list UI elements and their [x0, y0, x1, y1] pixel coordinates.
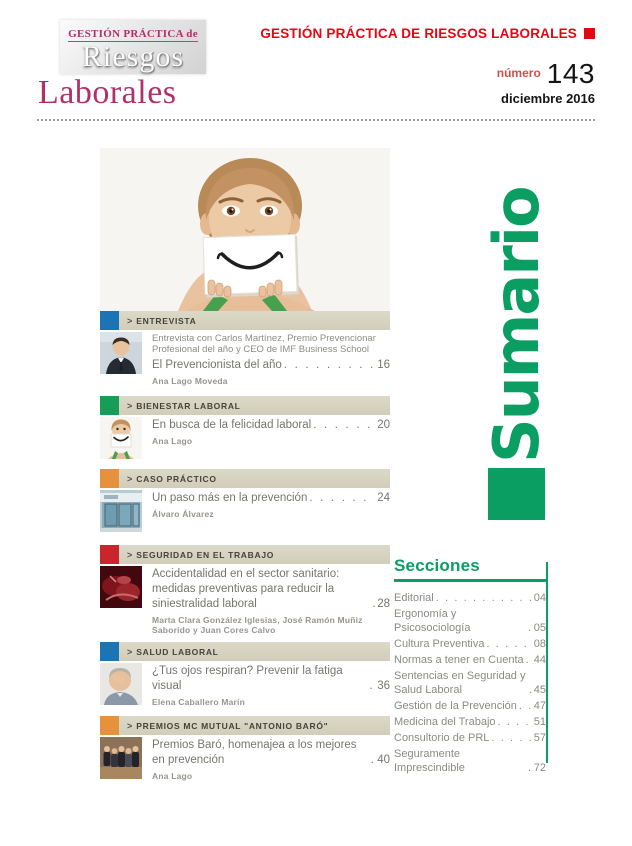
entry-text — [152, 566, 390, 635]
article-thumbnail-fatiga[interactable] — [100, 663, 142, 705]
secciones-item[interactable] — [394, 747, 546, 775]
secciones-item-label[interactable]: Cultura Preventiva — [394, 638, 485, 650]
article-page-number: 16 — [377, 359, 390, 371]
secciones-item[interactable] — [394, 591, 546, 605]
secciones-item-label[interactable]: Normas a tener en Cuenta — [394, 654, 524, 666]
masthead-title — [260, 26, 595, 41]
logo-line-riesgos: Riesgos — [81, 40, 184, 73]
secciones-item[interactable] — [394, 607, 546, 635]
toc-column — [100, 148, 390, 781]
article-author: Álvaro Álvarez — [152, 509, 214, 519]
article-title-row[interactable] — [152, 664, 390, 694]
article-title[interactable]: En busca de la felicidad laboral — [152, 419, 312, 431]
section-label: SALUD LABORAL — [136, 646, 219, 657]
article-title[interactable]: Un paso más en la prevención — [152, 492, 308, 504]
dot-leader — [284, 358, 375, 373]
green-vertical-rule — [546, 562, 548, 763]
secciones-item[interactable] — [394, 699, 546, 713]
secciones-item-page: 04 — [533, 592, 546, 604]
magazine-logo — [38, 20, 220, 112]
thumb-seguridad-photo — [100, 566, 142, 608]
masthead-title-text: GESTIÓN PRÁCTICA DE RIESGOS LABORALES — [260, 26, 577, 41]
section-label: PREMIOS MC MUTUAL "ANTONIO BARÓ" — [136, 720, 329, 731]
secciones-item-page: 44 — [533, 654, 546, 666]
article-thumbnail-storefront[interactable] — [100, 490, 142, 532]
dot-leader — [487, 637, 532, 651]
article-title-row[interactable] — [152, 418, 390, 433]
toc-entry-salud — [100, 642, 390, 707]
article-title[interactable]: Accidentalidad en el sector sanitario: medidas preventivas para reducir la siniestralidad laboral — [152, 568, 340, 610]
thumb-entrevista-photo — [100, 332, 142, 374]
secciones-item-page: 57 — [533, 732, 546, 744]
secciones-item-label[interactable]: Consultorio de PRL — [394, 732, 490, 744]
secciones-item-label[interactable]: Sentencias en Seguridad y Salud Laboral — [394, 670, 526, 696]
secciones-item-page: 08 — [533, 638, 546, 650]
dotted-separator — [37, 119, 595, 121]
secciones-item[interactable] — [394, 653, 546, 667]
masthead-right — [260, 26, 595, 106]
article-author: Ana Lago — [152, 771, 193, 781]
secciones-item-page: 72 — [533, 762, 546, 774]
article-title[interactable]: El Prevencionista del año — [152, 359, 282, 371]
article-page-number: 24 — [377, 492, 390, 504]
section-color-square — [100, 642, 119, 661]
entry-row — [100, 566, 390, 635]
hero-photo-woman-smile-card — [100, 148, 390, 311]
dot-leader — [372, 597, 375, 612]
entry-row — [100, 417, 390, 459]
secciones-item-label[interactable]: Ergonomía y Psicosociología — [394, 608, 471, 634]
toc-entry-seguridad — [100, 545, 390, 635]
secciones-item-label[interactable]: Seguramente Imprescindible — [394, 748, 465, 774]
dot-leader — [528, 761, 532, 775]
entry-text — [152, 737, 390, 781]
chevron-icon: > — [127, 473, 133, 484]
dot-leader — [491, 731, 531, 745]
entry-text — [152, 332, 390, 386]
article-page-number: 36 — [377, 680, 390, 692]
secciones-item-label[interactable]: Medicina del Trabajo — [394, 716, 496, 728]
logo-box — [60, 20, 206, 74]
article-page-number: 20 — [377, 419, 390, 431]
entry-row — [100, 663, 390, 707]
section-label: CASO PRÁCTICO — [136, 473, 217, 484]
article-author: Ana Lago — [152, 436, 193, 446]
dot-leader — [436, 591, 532, 605]
section-header-bar — [100, 716, 390, 735]
article-title-row[interactable] — [152, 567, 390, 612]
section-color-square — [100, 545, 119, 564]
article-thumbnail-smile[interactable] — [100, 417, 142, 459]
chevron-icon: > — [127, 315, 133, 326]
dot-leader — [498, 715, 532, 729]
issue-number-line — [260, 58, 595, 90]
entry-row — [100, 490, 390, 532]
issue-number: 143 — [546, 58, 595, 89]
sumario-vertical-title: Sumario — [480, 187, 553, 463]
article-thumbnail-sanitario[interactable] — [100, 566, 142, 608]
toc-entry-premios — [100, 716, 390, 781]
issue-label: número — [496, 66, 541, 80]
logo-line-gestion: GESTIÓN PRÁCTICA de — [68, 28, 198, 40]
thumb-premios-photo — [100, 737, 142, 779]
entry-row — [100, 737, 390, 781]
toc-entry-entrevista — [100, 311, 390, 386]
secciones-title: Secciones — [394, 556, 546, 582]
logo-line-laborales: Laborales — [38, 74, 177, 111]
secciones-item[interactable] — [394, 715, 546, 729]
section-header-bar — [100, 642, 390, 661]
article-page-number: 28 — [377, 598, 390, 610]
thumb-salud-photo — [100, 663, 142, 705]
secciones-item-page: 51 — [533, 716, 546, 728]
section-header-bar — [100, 311, 390, 330]
toc-entry-bienestar — [100, 396, 390, 459]
article-title-row[interactable] — [152, 738, 390, 768]
dot-leader — [309, 491, 375, 506]
section-color-square — [100, 469, 119, 488]
dot-leader — [371, 753, 376, 768]
article-title-row[interactable] — [152, 358, 390, 373]
section-color-square — [100, 396, 119, 415]
article-title[interactable]: Premios Baró, homenajea a los mejores en prevención — [152, 739, 357, 766]
article-author: Elena Caballero Marín — [152, 697, 246, 707]
secciones-panel — [394, 556, 546, 777]
thumb-caso-photo — [100, 490, 142, 532]
article-page-number: 40 — [377, 754, 390, 766]
secciones-list — [394, 591, 546, 775]
section-label: BIENESTAR LABORAL — [136, 400, 241, 411]
secciones-item-page: 45 — [533, 684, 546, 696]
entry-text — [152, 417, 390, 459]
issue-date: diciembre 2016 — [501, 91, 595, 106]
entry-text — [152, 490, 390, 532]
thumb-bienestar-photo — [100, 417, 142, 459]
chevron-icon: > — [127, 646, 133, 657]
chevron-icon: > — [127, 549, 133, 560]
dot-leader — [313, 418, 375, 433]
article-author: Marta Clara González Iglesias, José Ramón Muñiz Saborido y Juan Cores Calvo — [152, 615, 363, 635]
section-label: SEGURIDAD EN EL TRABAJO — [136, 549, 275, 560]
article-thumbnail-premios[interactable] — [100, 737, 142, 779]
article-author: Ana Lago Moveda — [152, 376, 228, 386]
red-square-icon — [584, 28, 595, 39]
article-title-row[interactable] — [152, 491, 390, 506]
secciones-item-label[interactable]: Editorial — [394, 592, 434, 604]
green-square-icon — [488, 468, 545, 520]
dot-leader — [528, 621, 532, 635]
entry-text — [152, 663, 390, 707]
secciones-item-page: 47 — [533, 700, 546, 712]
dot-leader — [529, 683, 532, 697]
section-header-bar — [100, 396, 390, 415]
chevron-icon: > — [127, 400, 133, 411]
dot-leader — [369, 679, 375, 694]
dot-leader — [526, 653, 532, 667]
secciones-item[interactable] — [394, 731, 546, 745]
section-header-bar — [100, 469, 390, 488]
section-header-bar — [100, 545, 390, 564]
secciones-item-label[interactable]: Gestión de la Prevención — [394, 700, 517, 712]
article-thumbnail-portrait[interactable] — [100, 332, 142, 374]
article-kicker: Entrevista con Carlos Martínez, Premio Prevencionar Profesional del año y CEO de IMF Business School — [152, 333, 376, 355]
section-label: ENTREVISTA — [136, 315, 197, 326]
chevron-icon: > — [127, 720, 133, 731]
article-title[interactable]: ¿Tus ojos respiran? Prevenir la fatiga visual — [152, 665, 343, 692]
secciones-item[interactable] — [394, 637, 546, 651]
entry-row — [100, 332, 390, 386]
section-color-square — [100, 311, 119, 330]
toc-entry-caso-practico — [100, 469, 390, 532]
section-color-square — [100, 716, 119, 735]
secciones-item[interactable] — [394, 669, 546, 697]
secciones-item-page: 05 — [533, 622, 546, 634]
dot-leader — [519, 699, 532, 713]
